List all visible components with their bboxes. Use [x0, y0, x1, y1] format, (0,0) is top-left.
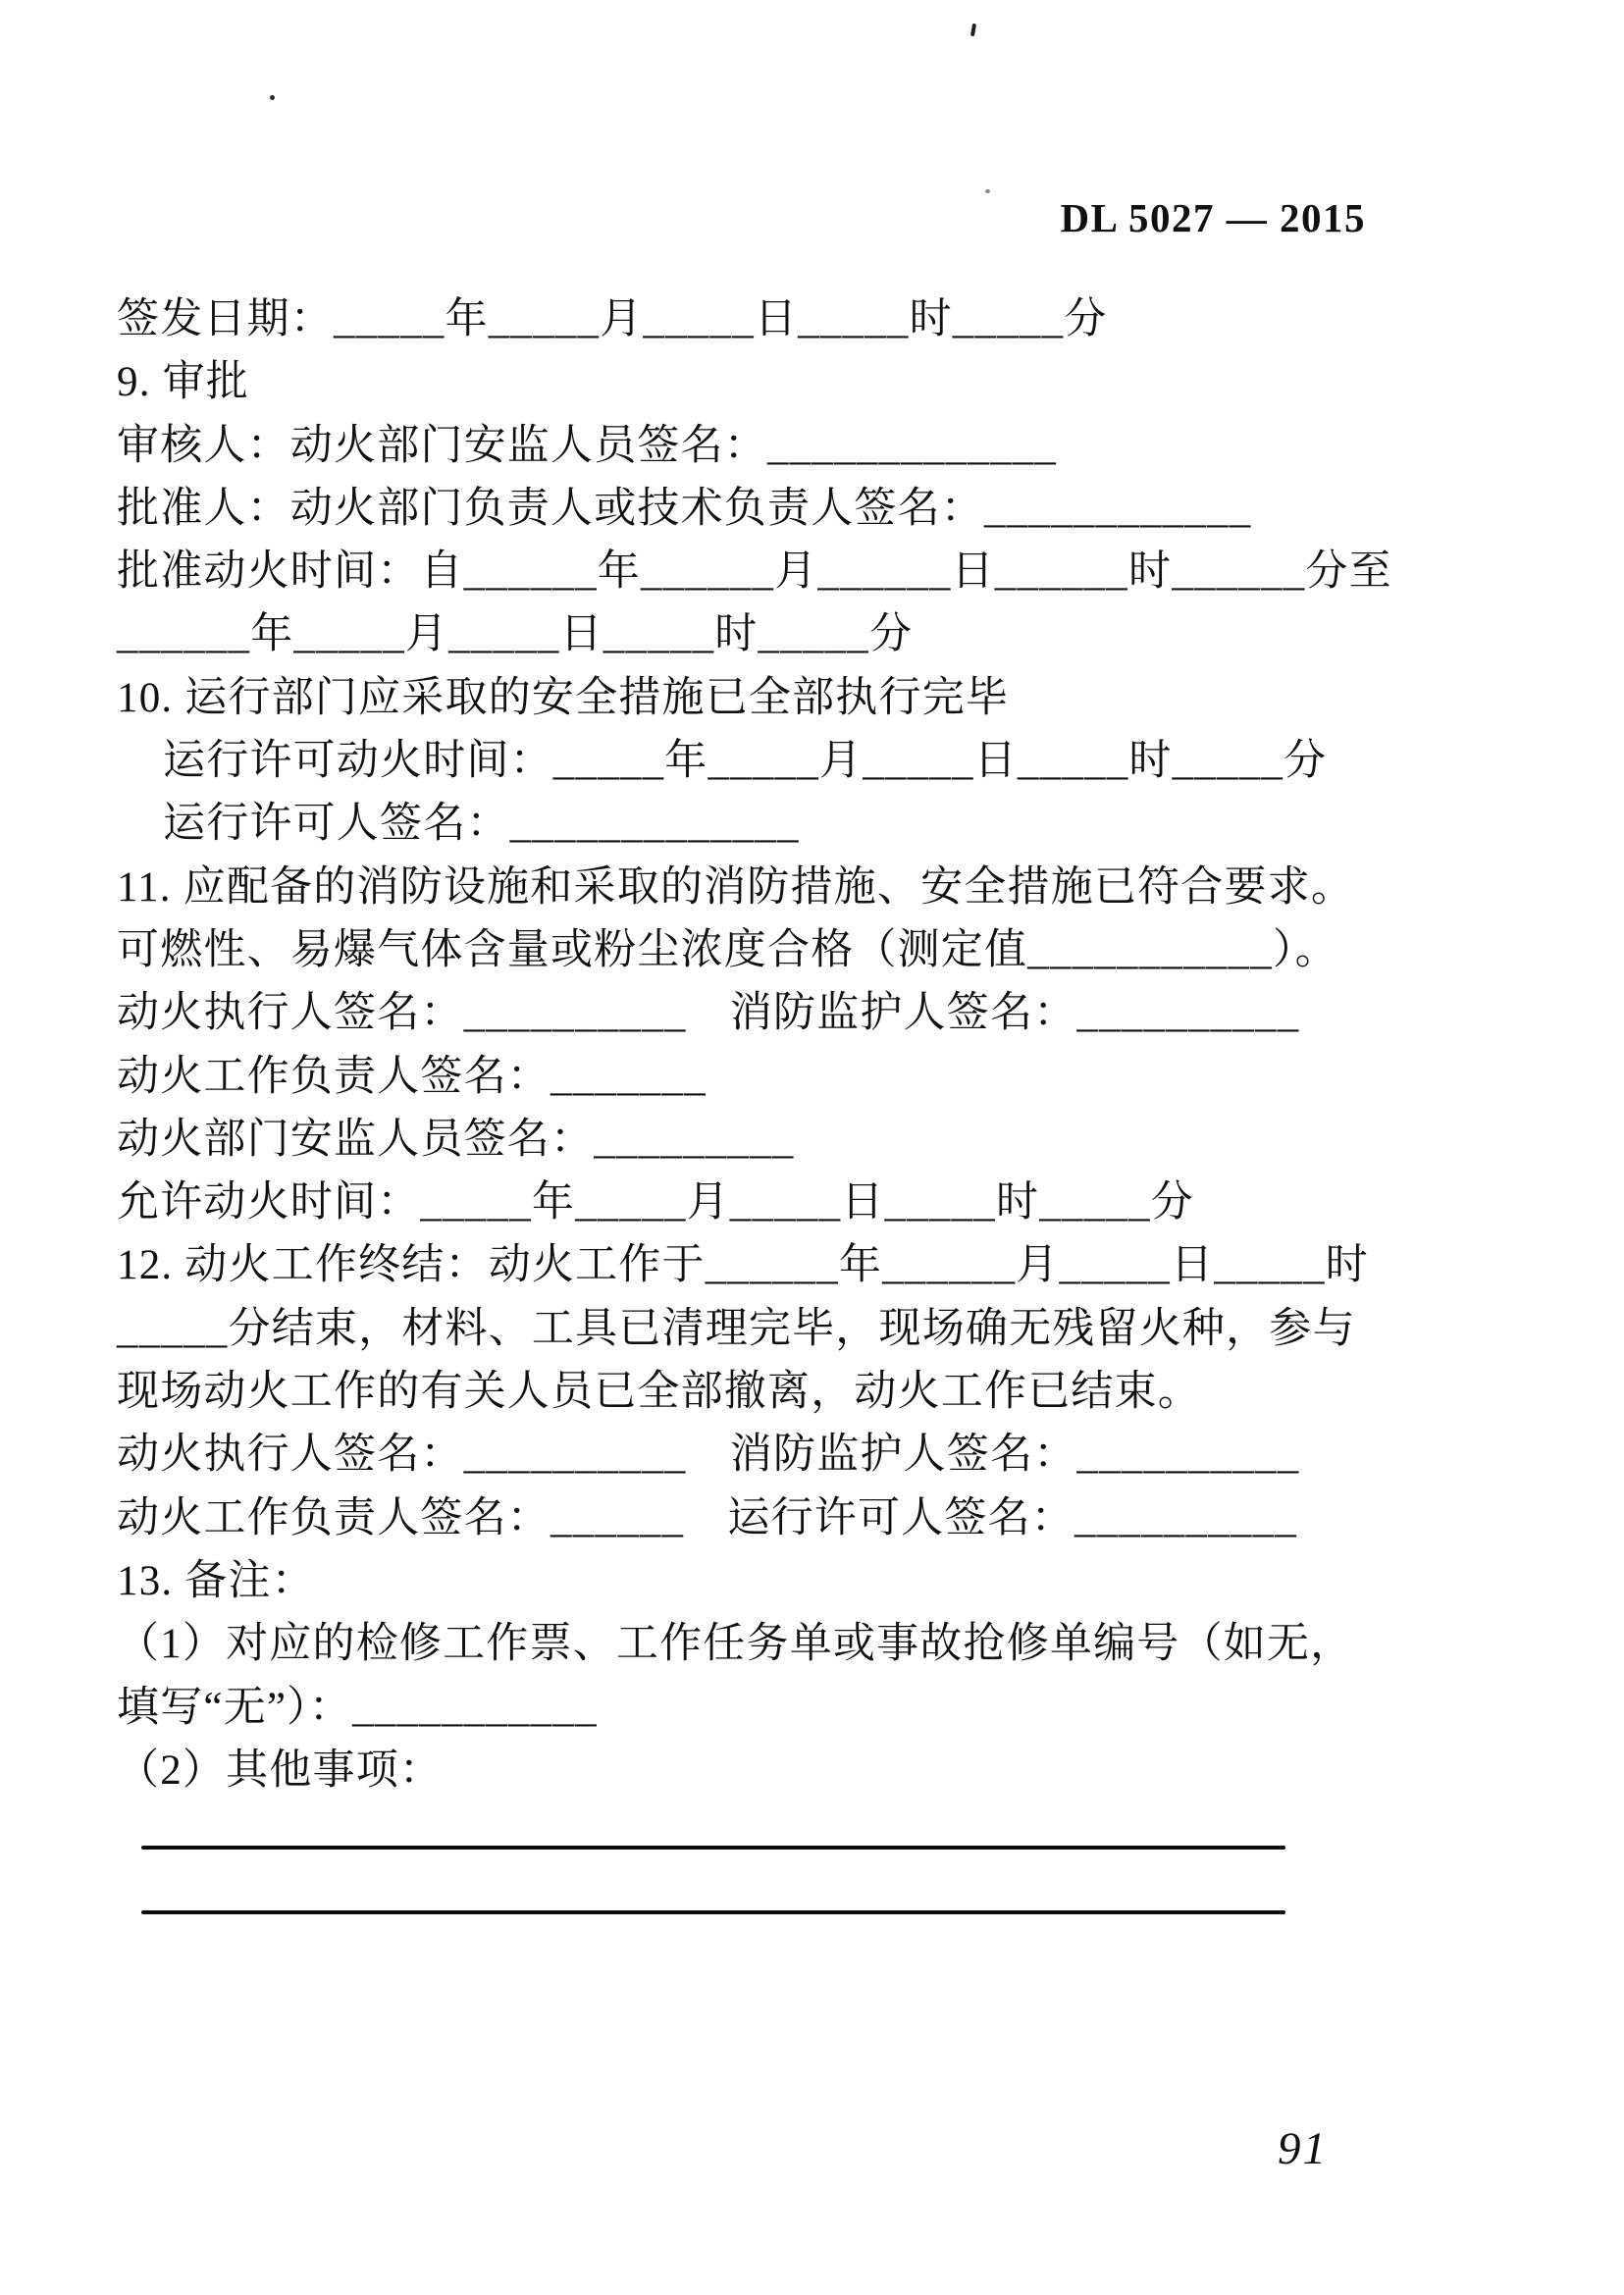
- scan-artifact-dot: [985, 189, 990, 193]
- line-remark1: （1）对应的检修工作票、工作任务单或事故抢修单编号（如无，: [117, 1621, 1354, 1668]
- line-section11-heading: 11. 应配备的消防设施和采取的消防措施、安全措施已符合要求。: [117, 863, 1355, 911]
- page-number: 91: [1278, 2123, 1328, 2174]
- line-remark2: （2）其他事项：: [117, 1747, 444, 1794]
- line-section12-termination: 12. 动火工作终结：动火工作于______年______月_____日_____时: [117, 1242, 1369, 1289]
- standard-code-header: DL 5027 — 2015: [1060, 195, 1366, 240]
- line-remark1-cont: 填写“无”）：___________: [117, 1684, 598, 1731]
- line-section10-heading: 10. 运行部门应采取的安全措施已全部执行完毕: [117, 674, 1010, 721]
- scan-artifact-dot: [270, 95, 275, 100]
- line-reviewer-signature: 审核人：动火部门安监人员签名：_____________: [117, 422, 1058, 469]
- line-end-leader-permitter-signatures: 动火工作负责人签名：______ 运行许可人签名：__________: [117, 1494, 1297, 1541]
- line-end-executor-firewatch-signatures: 动火执行人签名：__________ 消防监护人签名：__________: [117, 1432, 1300, 1479]
- line-allowed-fire-time: 允许动火时间：_____年_____月_____日_____时_____分: [117, 1179, 1194, 1226]
- line-executor-firewatch-signatures: 动火执行人签名：__________ 消防监护人签名：__________: [117, 990, 1300, 1037]
- scan-artifact-tick: [970, 24, 976, 36]
- line-approved-time-end: ______年_____月_____日_____时_____分: [117, 611, 914, 658]
- line-gas-measurement: 可燃性、易爆气体含量或粉尘浓度合格（测定值___________）。: [117, 926, 1338, 973]
- line-issue-date: 签发日期：_____年_____月_____日_____时_____分: [117, 296, 1108, 342]
- line-operation-permitter-signature: 运行许可人签名：_____________: [163, 801, 800, 848]
- blank-writing-line-2: [141, 1910, 1285, 1914]
- form-body: [117, 288, 1392, 1802]
- line-termination-cont2: 现场动火工作的有关人员已全部撤离，动火工作已结束。: [117, 1369, 1201, 1416]
- line-safety-supervisor-signature: 动火部门安监人员签名：_________: [117, 1116, 795, 1163]
- line-section9-heading: 9. 审批: [117, 359, 249, 406]
- line-operation-permit-time: 运行许可动火时间：_____年_____月_____日_____时_____分: [163, 738, 1328, 785]
- line-termination-cont1: _____分结束，材料、工具已清理完毕，现场确无残留火种，参与: [117, 1305, 1356, 1352]
- line-section13-remarks-heading: 13. 备注：: [117, 1557, 315, 1604]
- line-approved-time-start: 批准动火时间：自______年______月______日______时______分至: [117, 548, 1392, 596]
- blank-writing-line-1: [141, 1846, 1285, 1850]
- line-work-leader-signature: 动火工作负责人签名：_______: [117, 1053, 707, 1100]
- line-approver-signature: 批准人：动火部门负责人或技术负责人签名：____________: [117, 485, 1252, 532]
